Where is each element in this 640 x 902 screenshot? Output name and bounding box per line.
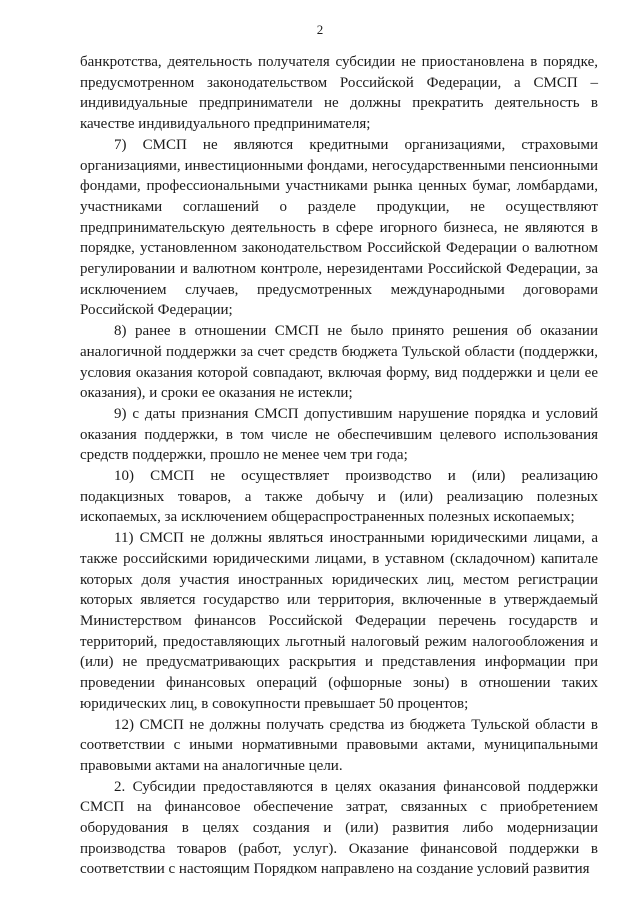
paragraph-item-12: 12) СМСП не должны получать средства из бюджета Тульской области в соответствии с иными нормативными правовыми актами, муниципальными правовыми актами на аналогичные цели. [80, 716, 598, 774]
document-body [80, 52, 598, 880]
page-number: 2 [316, 22, 324, 37]
paragraph-item-9: 9) с даты признания СМСП допустившим нарушение порядка и условий оказания поддержки, в том числе не обеспечившим целевого использования средств поддержки, прошло не менее чем три года; [80, 405, 598, 464]
paragraph-item-8: 8) ранее в отношении СМСП не было принято решения об оказании аналогичной поддержки за счет средств бюджета Тульской области (поддержки, условия оказания которой совпадают, включая форму, вид поддержки и цели ее оказания), и сроки ее оказания не истекли; [80, 323, 598, 402]
paragraph-item-7: 7) СМСП не являются кредитными организациями, страховыми организациями, инвестиционными фондами, негосударственными пенсионными фондами, профессиональными участниками рынка ценных бумаг, ломбардами, участниками соглашений о разделе продукции, не осуществляют предпринимательскую деятельность в сфере игорного бизнеса, не являются в порядке, установленном законодательством Российской Федерации о валютном регулировании и валютном контроле, нерезидентами Российской Федерации, за исключением случаев, предусмотренных международными договорами Российской Федерации; [80, 136, 598, 319]
paragraph-continuation: банкротства, деятельность получателя субсидии не приостановлена в порядке, предусмотренном законодательством Российской Федерации, а СМСП – индивидуальные предприниматели не должны прекратить деятельность в качестве индивидуального предпринимателя; [80, 54, 598, 133]
paragraph-section-2: 2. Субсидии предоставляются в целях оказания финансовой поддержки СМСП на финансовое обеспечение затрат, связанных с приобретением оборудования в целях создания и (или) развития либо модернизации производства товаров (работ, услуг). Оказание финансовой поддержки в соответствии с настоящим Порядком направлено на создание условий развития [80, 778, 598, 878]
paragraph-item-11: 11) СМСП не должны являться иностранными юридическими лицами, а также российскими юридическими лицами, в уставном (складочном) капитале которых доля участия иностранных юридических лиц, местом регистрации которых является государство или территория, включенные в утверждаемый Министерством финансов Российской Федерации перечень государств и территорий, предоставляющих льготный налоговый режим налогообложения и (или) не предусматривающих раскрытия и представления информации при проведении финансовых операций (офшорные зоны) в отношении таких юридических лиц, в совокупности превышает 50 процентов; [80, 530, 598, 712]
paragraph-item-10: 10) СМСП не осуществляет производство и (или) реализацию подакцизных товаров, а также добычу и (или) реализацию полезных ископаемых, за исключением общераспространенных полезных ископаемых; [80, 468, 598, 526]
